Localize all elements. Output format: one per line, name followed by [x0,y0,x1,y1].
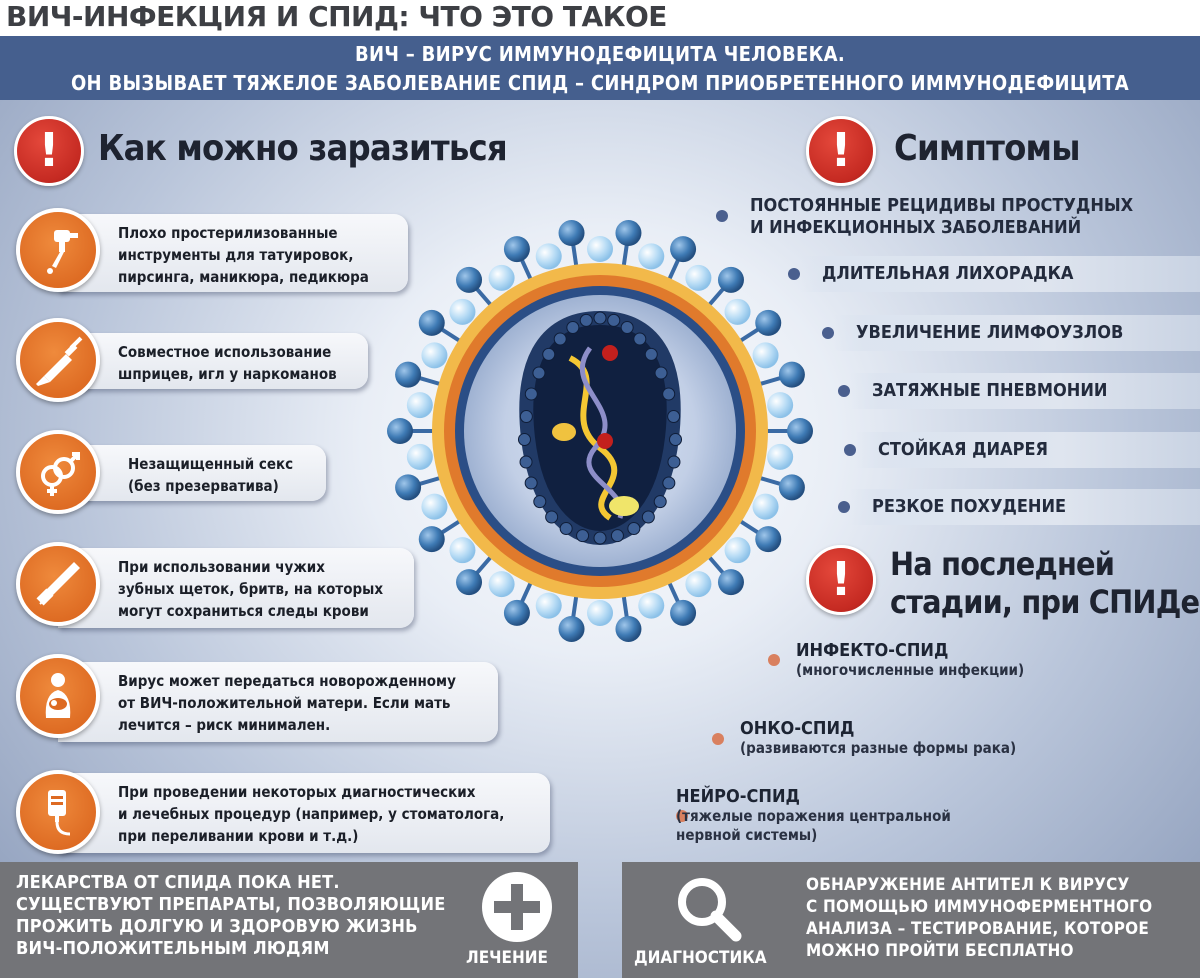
capsid-protein [663,388,675,400]
stage-title: ИНФЕКТО-СПИД [796,640,949,661]
last-stage-heading-line: стадии, при СПИДе [890,583,1200,621]
diagnostics-label: ДИАГНОСТИКА [634,948,767,968]
last-stage-heading-line: На последней [890,545,1115,583]
stage-bullet [768,654,780,666]
spike-glycoprotein [559,616,585,642]
alert-icon: ! [806,545,876,615]
stage-description: нервной системы) [676,826,818,844]
surface-protein [725,299,751,325]
surface-protein [725,537,751,563]
razor-icon [16,542,100,626]
diagnostics-box [622,862,1200,978]
capsid-protein [580,314,592,326]
tattoo-machine-icon [16,208,100,292]
capsid-protein [611,530,623,542]
enzyme [597,433,613,449]
capsid-protein [594,312,606,324]
stage-description: (многочисленные инфекции) [796,661,1025,679]
infection-text: и лечебных процедур (например, у стоматолога, [118,805,505,823]
spike-glycoprotein [559,220,585,246]
magnifier-icon [672,872,744,944]
infection-text: пирсинга, маникюра, педикюра [118,268,369,286]
surface-protein [753,494,779,520]
symptom-bullet [844,444,856,456]
infection-text: Вирус может передаться новорожденному [118,672,456,690]
diagnostics-line: ОБНАРУЖЕНИЕ АНТИТЕЛ К ВИРУСУ [806,875,1130,895]
capsid-protein [543,348,555,360]
capsid-protein [534,496,546,508]
spike-glycoprotein [395,474,421,500]
symptom-bullet [838,501,850,513]
stage-description: (тяжелые поражения центральной [676,807,951,825]
infection-item [58,548,414,628]
enzyme [602,345,618,361]
capsid-protein [533,367,545,379]
infection-text: Совместное использование [118,343,332,361]
infection-text: При проведении некоторых диагностических [118,783,476,801]
infection-item [58,214,408,292]
infection-text: (без презерватива) [128,477,279,495]
surface-protein [638,243,664,269]
capsid-protein [577,530,589,542]
surface-protein [407,392,433,418]
banner-line-1: ВИЧ – ВИРУС ИММУНОДЕФИЦИТА ЧЕЛОВЕКА. [354,42,845,66]
capsid-protein [608,314,620,326]
surface-protein [767,392,793,418]
stage-description: (развиваются разные формы рака) [740,739,1017,757]
spike-glycoprotein [387,418,413,444]
surface-protein [685,571,711,597]
infection-text: При использовании чужих [118,558,325,576]
infection-text: от ВИЧ-положительной матери. Если мать [118,694,451,712]
treatment-line: ЛЕКАРСТВА ОТ СПИДА ПОКА НЕТ. [16,872,340,893]
iv-drip-icon [16,770,100,854]
diagnostics-line: АНАЛИЗА – ТЕСТИРОВАНИЕ, КОТОРОЕ [806,919,1149,939]
spike-glycoprotein [395,362,421,388]
hiv-virus-illustration [380,218,820,648]
surface-protein [753,342,779,368]
surface-protein [685,265,711,291]
spike-glycoprotein [718,267,744,293]
infection-text: лечится – риск минимален. [118,716,331,734]
symptom-bullet [716,210,728,222]
banner-line-2: ОН ВЫЗЫВАЕТ ТЯЖЕЛОЕ ЗАБОЛЕВАНИЕ СПИД – СИНДРОМ ПРИОБРЕТЕННОГО ИММУНОДЕФИЦИТА [70,71,1130,95]
stage-item [796,640,1024,680]
symptom-item: УВЕЛИЧЕНИЕ ЛИМФОУЗЛОВ [834,315,1200,351]
surface-protein [449,537,475,563]
spike-glycoprotein [779,362,805,388]
symptom-bullet [838,385,850,397]
infection-text: Плохо простерилизованные [118,224,338,242]
capsid-protein [663,477,675,489]
syringe-icon [16,318,100,402]
surface-protein [489,265,515,291]
last-stage-heading [890,545,1199,621]
mother-baby-icon [16,654,100,738]
alert-icon: ! [14,116,84,186]
stage-title: ОНКО-СПИД [740,718,855,739]
capsid-protein [518,433,530,445]
spike-glycoprotein [755,310,781,336]
infection-text: могут сохраниться следы крови [118,602,369,620]
spike-glycoprotein [670,600,696,626]
treatment-label: ЛЕЧЕНИЕ [466,948,549,968]
surface-protein [407,444,433,470]
stage-item [676,786,951,845]
surface-protein [536,593,562,619]
gender-symbols-icon [16,430,100,514]
surface-protein [421,494,447,520]
treatment-line: ВИЧ-ПОЛОЖИТЕЛЬНЫМ ЛЮДЯМ [16,938,330,959]
stage-bullet [712,733,724,745]
symptom-bullet [788,268,800,280]
definition-banner [0,36,1200,100]
treatment-line: СУЩЕСТВУЮТ ПРЕПАРАТЫ, ПОЗВОЛЯЮЩИЕ [16,894,446,915]
capsid-protein [645,348,657,360]
capsid-protein [554,333,566,345]
infection-text: при переливании крови и т.д.) [118,827,359,845]
stage-item [740,718,1016,758]
spike-glycoprotein [615,616,641,642]
symptom-item: СТОЙКАЯ ДИАРЕЯ [856,432,1200,468]
protein [609,496,639,516]
spike-glycoprotein [718,569,744,595]
surface-protein [587,600,613,626]
symptoms-heading: Симптомы [894,128,1080,169]
surface-protein [587,236,613,262]
spike-glycoprotein [456,569,482,595]
symptom-bullet [822,327,834,339]
infection-text: Незащищенный секс [128,455,294,473]
spike-glycoprotein [670,236,696,262]
infection-text: зубных щеток, бритв, на которых [118,580,384,598]
capsid-protein [594,532,606,544]
symptom-item: РЕЗКОЕ ПОХУДЕНИЕ [850,489,1200,525]
spike-glycoprotein [419,526,445,552]
capsid-protein [634,333,646,345]
capsid-protein [654,496,666,508]
stage-title: НЕЙРО-СПИД [676,786,800,807]
infection-text: инструменты для татуировок, [118,246,354,264]
treatment-text [16,872,446,960]
capsid-protein [525,477,537,489]
symptom-item [750,195,1133,239]
capsid-protein [567,322,579,334]
capsid-protein [642,511,654,523]
surface-protein [489,571,515,597]
treatment-line: ПРОЖИТЬ ДОЛГУЮ И ЗДОРОВУЮ ЖИЗНЬ [16,916,418,937]
surface-protein [449,299,475,325]
spike-glycoprotein [419,310,445,336]
capsid-protein [668,456,680,468]
capsid-protein [670,433,682,445]
protein [552,423,576,441]
infection-item [58,773,550,853]
capsid-protein [668,411,680,423]
diagnostics-line: МОЖНО ПРОЙТИ БЕСПЛАТНО [806,941,1074,961]
infection-item [58,333,368,389]
capsid-protein [520,411,532,423]
spike-glycoprotein [615,220,641,246]
diagnostics-line: С ПОМОЩЬЮ ИММУНОФЕРМЕНТНОГО [806,897,1153,917]
alert-icon: ! [806,116,876,186]
surface-protein [536,243,562,269]
spike-glycoprotein [779,474,805,500]
spike-glycoprotein [504,236,530,262]
diagnostics-text [806,874,1152,962]
plus-icon [482,872,552,942]
surface-protein [421,342,447,368]
infection-item [58,662,498,742]
infection-text: шприцев, игл у наркоманов [118,365,337,383]
capsid-protein [628,522,640,534]
spike-glycoprotein [504,600,530,626]
symptom-text: И ИНФЕКЦИОННЫХ ЗАБОЛЕВАНИЙ [750,217,1082,238]
infection-heading: Как можно заразиться [98,128,507,169]
treatment-box [0,862,578,978]
surface-protein [638,593,664,619]
symptom-item: ДЛИТЕЛЬНАЯ ЛИХОРАДКА [800,256,1200,292]
spike-glycoprotein [787,418,813,444]
symptom-item: ЗАТЯЖНЫЕ ПНЕВМОНИИ [850,373,1200,409]
symptom-text: ПОСТОЯННЫЕ РЕЦИДИВЫ ПРОСТУДНЫХ [750,195,1134,216]
capsid-protein [520,456,532,468]
capsid-protein [560,522,572,534]
capsid-protein [546,511,558,523]
capsid-protein [525,388,537,400]
spike-glycoprotein [456,267,482,293]
capsid-protein [621,322,633,334]
capsid-protein [655,367,667,379]
surface-protein [767,444,793,470]
spike-glycoprotein [755,526,781,552]
page-title: ВИЧ-ИНФЕКЦИЯ И СПИД: ЧТО ЭТО ТАКОЕ [0,0,1200,36]
